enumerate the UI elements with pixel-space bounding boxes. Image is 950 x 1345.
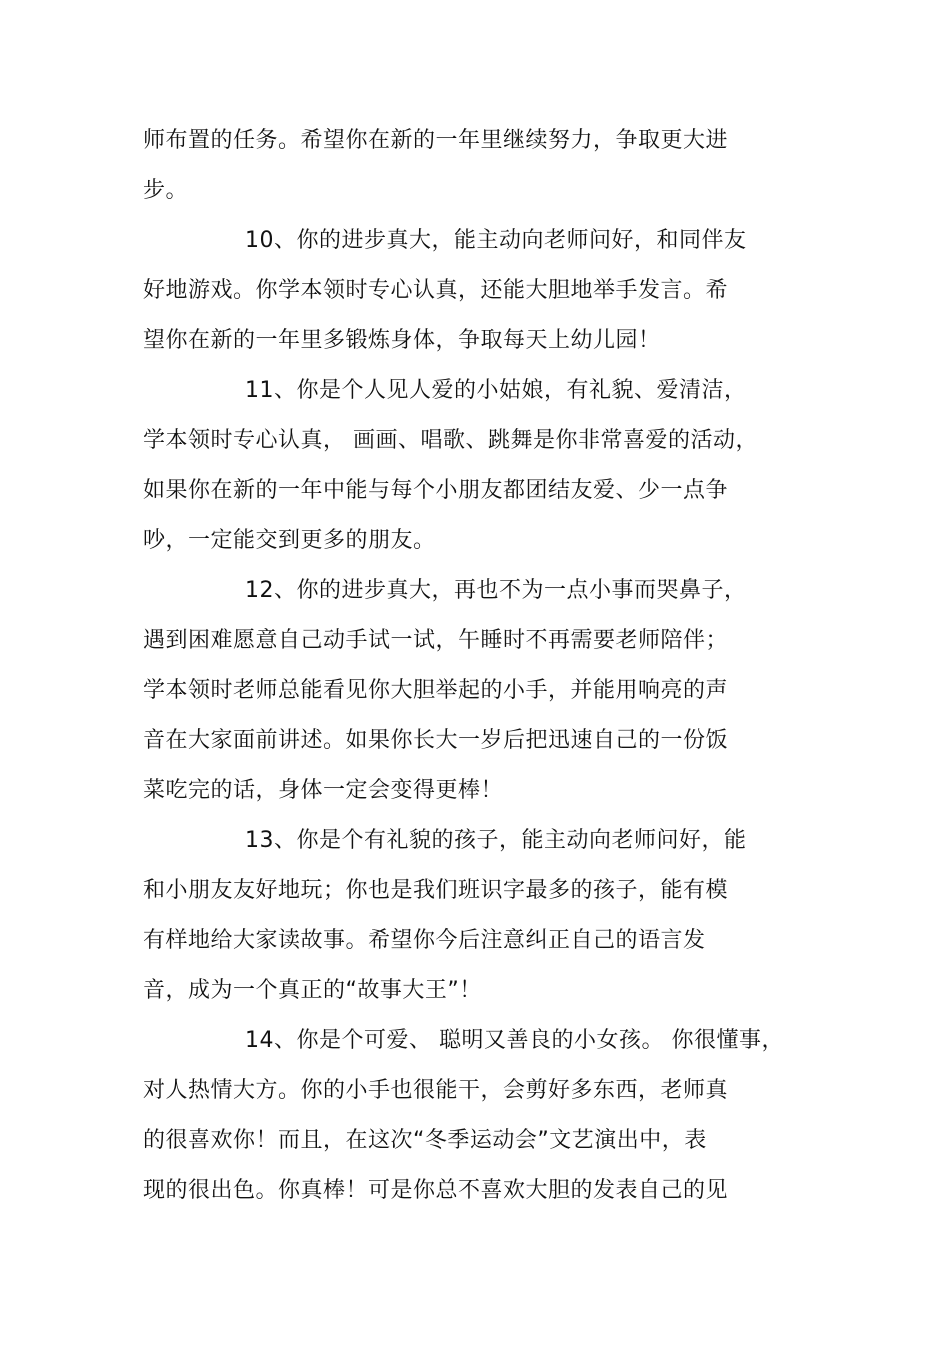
- text-line: 步。: [143, 178, 189, 203]
- paragraph-11-start: 11、你是个人见人爱的小姑娘，有礼貌、爱清洁，: [245, 378, 747, 403]
- text-line: 学本领时老师总能看见你大胆举起的小手，并能用响亮的声: [143, 678, 729, 703]
- paragraph-12-start: 12、你的进步真大，再也不为一点小事而哭鼻子，: [245, 578, 747, 603]
- text-line: 菜吃完的话，身体一定会变得更棒！: [143, 778, 504, 803]
- text-line: 和小朋友友好地玩；你也是我们班识字最多的孩子，能有模: [143, 878, 729, 903]
- text-line: 音在大家面前讲述。如果你长大一岁后把迅速自己的一份饭: [143, 728, 729, 753]
- text-line: 望你在新的一年里多锻炼身体，争取每天上幼儿园！: [143, 328, 661, 353]
- text-line: 对人热情大方。你的小手也很能干，会剪好多东西，老师真: [143, 1078, 729, 1103]
- text-line: 师布置的任务。希望你在新的一年里继续努力，争取更大进: [143, 128, 729, 153]
- text-line: 有样地给大家读故事。希望你今后注意纠正自己的语言发: [143, 928, 706, 953]
- paragraph-14-start: 14、你是个可爱、 聪明又善良的小女孩。 你很懂事，: [245, 1028, 784, 1053]
- paragraph-10-start: 10、你的进步真大，能主动向老师问好，和同伴友: [245, 228, 747, 253]
- text-line: 吵，一定能交到更多的朋友。: [143, 528, 436, 553]
- paragraph-13-start: 13、你是个有礼貌的孩子，能主动向老师问好，能: [245, 828, 747, 853]
- text-line: 现的很出色。你真棒！可是你总不喜欢大胆的发表自己的见: [143, 1178, 729, 1203]
- text-line: 好地游戏。你学本领时专心认真，还能大胆地举手发言。希: [143, 278, 729, 303]
- text-line: 遇到困难愿意自己动手试一试，午睡时不再需要老师陪伴；: [143, 628, 729, 653]
- text-line: 音，成为一个真正的“故事大王”！: [143, 978, 482, 1003]
- text-line: 的很喜欢你！而且，在这次“冬季运动会”文艺演出中，表: [143, 1128, 707, 1153]
- text-line: 学本领时专心认真， 画画、唱歌、跳舞是你非常喜爱的活动，: [143, 428, 758, 453]
- text-line: 如果你在新的一年中能与每个小朋友都团结友爱、少一点争: [143, 478, 729, 503]
